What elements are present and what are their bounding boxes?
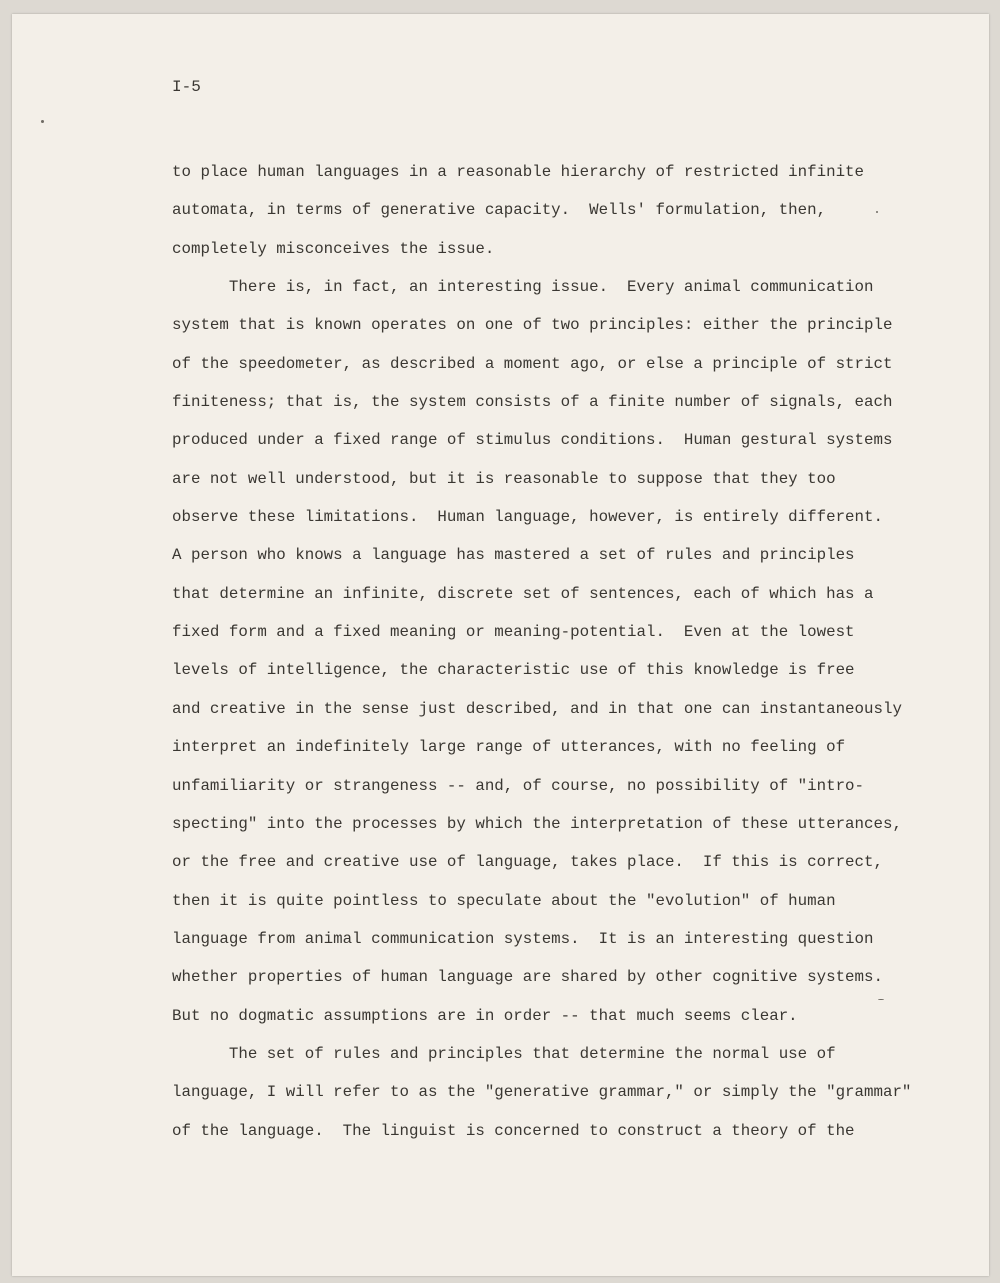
body-text: [172, 153, 932, 1150]
text-line: and creative in the sense just described, and in that one can instantaneously: [172, 699, 902, 718]
text-line: automata, in terms of generative capacity. Wells' formulation, then,: [172, 201, 827, 220]
text-line: A person who knows a language has mastered a set of rules and principles: [172, 546, 855, 565]
paper-speck: [878, 999, 884, 1000]
page-number: I-5: [172, 78, 201, 96]
text-line: unfamiliarity or strangeness -- and, of course, no possibility of "intro-: [172, 776, 865, 795]
text-line: to place human languages in a reasonable hierarchy of restricted infinite: [172, 163, 865, 181]
text-line: of the speedometer, as described a moment ago, or else a principle of strict: [172, 354, 893, 373]
paper-speck: [41, 120, 44, 123]
text-line: completely misconceives the issue.: [172, 239, 495, 258]
text-line: system that is known operates on one of two principles: either the principle: [172, 316, 893, 335]
text-line: fixed form and a fixed meaning or meaning-potential. Even at the lowest: [172, 623, 855, 642]
text-line: finiteness; that is, the system consists of a finite number of signals, each: [172, 393, 893, 412]
text-line: that determine an infinite, discrete set of sentences, each of which has a: [172, 584, 874, 603]
text-line: or the free and creative use of language, takes place. If this is correct,: [172, 853, 883, 872]
text-line: levels of intelligence, the characteristic use of this knowledge is free: [172, 661, 855, 680]
text-line: specting" into the processes by which the interpretation of these utterances,: [172, 814, 902, 833]
text-line: There is, in fact, an interesting issue. Every animal communication: [172, 278, 874, 297]
text-line: language, I will refer to as the "generative grammar," or simply the "grammar": [172, 1083, 912, 1102]
text-line: The set of rules and principles that determine the normal use of: [172, 1044, 836, 1063]
text-line: are not well understood, but it is reasonable to suppose that they too: [172, 469, 836, 488]
text-line: then it is quite pointless to speculate about the "evolution" of human: [172, 891, 836, 910]
text-line: interpret an indefinitely large range of utterances, with no feeling of: [172, 738, 846, 757]
text-line: observe these limitations. Human language, however, is entirely different.: [172, 508, 883, 527]
text-line: produced under a fixed range of stimulus conditions. Human gestural systems: [172, 431, 893, 450]
text-line: But no dogmatic assumptions are in order -- that much seems clear.: [172, 1006, 798, 1025]
text-line: of the language. The linguist is concerned to construct a theory of the: [172, 1121, 855, 1140]
text-line: whether properties of human language are shared by other cognitive systems.: [172, 968, 883, 987]
paper-speck: [876, 211, 878, 213]
text-line: language from animal communication systems. It is an interesting question: [172, 929, 874, 948]
